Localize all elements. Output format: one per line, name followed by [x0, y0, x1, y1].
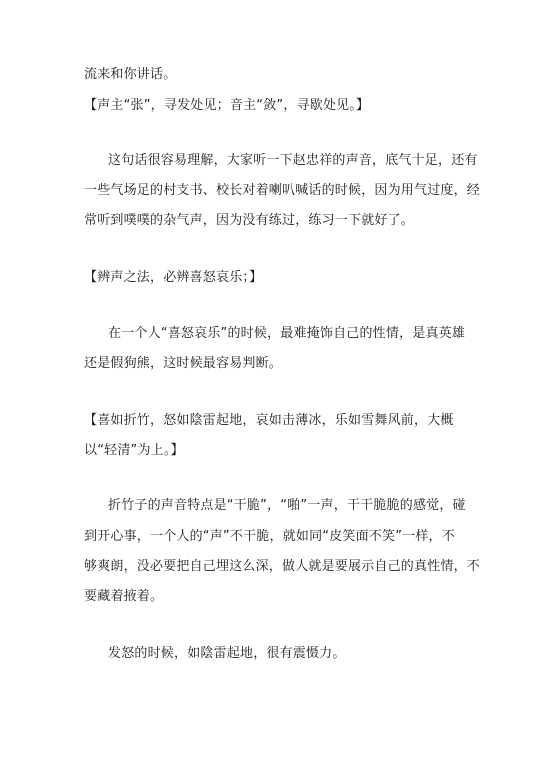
paragraph-line: 够爽朗，没必要把自己埋这么深，做人就是要展示自己的真性情，不: [84, 559, 481, 574]
paragraph-line: 到开心事，一个人的“声”不干脆，就如同“皮笑面不笑”一样，不: [84, 529, 455, 544]
paragraph-line: 一些气场足的村支书、校长对着喇叭喊话的时候，因为用气过度，经: [84, 183, 481, 198]
paragraph-line: 这句话很容易理解，大家听一下赵忠祥的声音，底气十足，还有: [108, 153, 478, 168]
paragraph-line: 还是假狗熊，这时候最容易判断。: [84, 356, 283, 371]
quote-line: 【声主“张”，寻发处见；音主“敛”，寻歇处见。】: [84, 98, 370, 113]
paragraph-line: 在一个人“喜怒哀乐”的时候，最难掩饰自己的性情，是真英雄: [108, 326, 466, 341]
paragraph-line: 折竹子的声音特点是“干脆”，“啪”一声，干干脆脆的感觉，碰: [108, 498, 466, 513]
quote-line: 【喜如折竹，怒如陰雷起地，哀如击薄冰，乐如雪舞风前，大概: [84, 413, 454, 428]
paragraph-line: 发怒的时候，如陰雷起地，很有震慑力。: [108, 646, 346, 661]
paragraph-line: 要藏着掖着。: [84, 589, 164, 604]
quote-line: 以“轻清”为上。】: [84, 443, 184, 458]
paragraph-line: 常听到噗噗的杂气声，因为没有练过，练习一下就好了。: [84, 213, 415, 228]
paragraph-line: 流来和你讲话。: [84, 67, 177, 82]
quote-line: 【辨声之法，必辨喜怒哀乐；】: [84, 270, 263, 285]
